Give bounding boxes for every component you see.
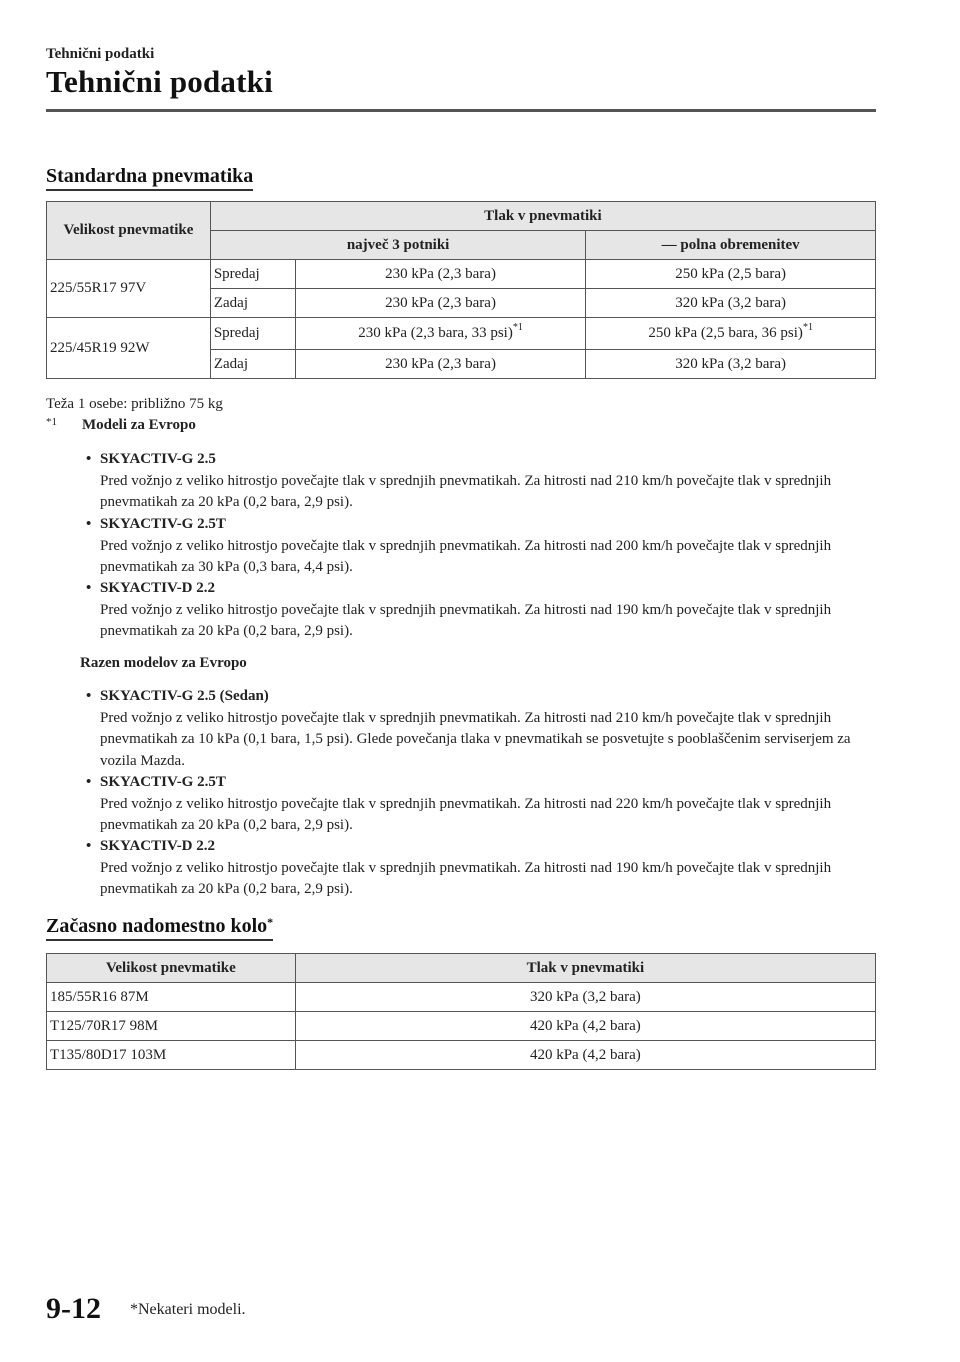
header-full-load: — polna obremenitev bbox=[586, 231, 876, 260]
pressure-value: 250 kPa (2,5 bara, 36 psi) bbox=[648, 325, 803, 341]
pressure-full-cell bbox=[586, 350, 876, 379]
header-tire-size: Velikost pnevmatike bbox=[47, 954, 296, 983]
spare-wheel-table bbox=[46, 953, 876, 1070]
item-title: SKYACTIV-D 2.2 bbox=[100, 838, 216, 854]
non-europe-title: Razen modelov za Evropo bbox=[80, 655, 247, 671]
item-title: SKYACTIV-D 2.2 bbox=[100, 580, 216, 596]
pressure-full-cell bbox=[586, 318, 876, 350]
pressure-full-cell bbox=[586, 260, 876, 289]
pressure-cell: 320 kPa (3,2 bara) bbox=[295, 983, 875, 1012]
section-title-text: Standardna pnevmatika bbox=[46, 165, 254, 187]
position-cell: Spredaj bbox=[210, 318, 295, 350]
bullet-icon: • bbox=[86, 774, 92, 790]
item-text: Pred vožnjo z veliko hitrostjo povečajte tlak v sprednjih pnevmatikah. Za hitrosti nad 190 km/h povečajte tlak v sprednjih pnevmatikah za 20 kPa (0,2 bara, 2,9 psi). bbox=[100, 859, 832, 897]
footnote-ref: *1 bbox=[802, 322, 813, 333]
footer-note: *Nekateri modeli. bbox=[130, 1301, 246, 1318]
list-item bbox=[86, 514, 876, 579]
position-cell: Zadaj bbox=[210, 289, 295, 318]
item-title: SKYACTIV-G 2.5 bbox=[100, 451, 216, 467]
position-cell: Spredaj bbox=[210, 260, 295, 289]
section-title-text: Začasno nadomestno kolo bbox=[46, 915, 268, 937]
table-row bbox=[47, 260, 876, 289]
pressure-value: 230 kPa (2,3 bara, 33 psi) bbox=[358, 325, 513, 341]
pressure-max3-cell bbox=[295, 318, 586, 350]
item-text: Pred vožnjo z veliko hitrostjo povečajte tlak v sprednjih pnevmatikah. Za hitrosti nad 190 km/h povečajte tlak v sprednjih pnevmatikah za 20 kPa (0,2 bara, 2,9 psi). bbox=[100, 601, 832, 639]
bullet-icon: • bbox=[86, 688, 92, 704]
pressure-max3-cell bbox=[295, 289, 586, 318]
pressure-value: 320 kPa (3,2 bara) bbox=[675, 355, 787, 372]
footnote-1 bbox=[46, 415, 196, 436]
header-max-3-passengers: največ 3 potniki bbox=[210, 231, 585, 260]
some-models-mark: * bbox=[267, 915, 274, 929]
section-title-spare-wheel bbox=[46, 914, 273, 941]
list-item bbox=[86, 578, 876, 643]
header-tire-pressure: Tlak v pnevmatiki bbox=[295, 954, 875, 983]
pressure-value: 320 kPa (3,2 bara) bbox=[675, 294, 787, 311]
item-title: SKYACTIV-G 2.5 (Sedan) bbox=[100, 688, 269, 704]
tire-size-cell: 225/45R19 92W bbox=[47, 318, 211, 379]
running-header: Tehnični podatki bbox=[46, 46, 155, 62]
table-row bbox=[47, 1041, 876, 1070]
pressure-full-cell bbox=[586, 289, 876, 318]
footnote-ref: *1 bbox=[512, 322, 523, 333]
position-cell: Zadaj bbox=[210, 350, 295, 379]
tire-size-cell: 185/55R16 87M bbox=[47, 983, 296, 1012]
item-text: Pred vožnjo z veliko hitrostjo povečajte tlak v sprednjih pnevmatikah. Za hitrosti nad 200 km/h povečajte tlak v sprednjih pnevmatikah za 30 kPa (0,3 bara, 4,4 psi). bbox=[100, 537, 832, 575]
item-title: SKYACTIV-G 2.5T bbox=[100, 774, 226, 790]
table-header-row bbox=[47, 202, 876, 231]
bullet-icon: • bbox=[86, 580, 92, 596]
weight-note: Teža 1 osebe: približno 75 kg bbox=[46, 396, 223, 412]
item-text: Pred vožnjo z veliko hitrostjo povečajte tlak v sprednjih pnevmatikah. Za hitrosti nad 210 km/h povečajte tlak v sprednjih pnevmatikah za 10 kPa (0,1 bara, 1,5 psi). Glede povečanja tlaka v pnevmatikah se posvetujte s pooblaščenim serviserjem za vozila Mazda. bbox=[100, 709, 851, 769]
table-header-row bbox=[47, 954, 876, 983]
bullet-icon: • bbox=[86, 516, 92, 532]
footnote-mark: *1 bbox=[46, 416, 57, 428]
tire-size-cell: 225/55R17 97V bbox=[47, 260, 211, 318]
pressure-max3-cell bbox=[295, 350, 586, 379]
bullet-icon: • bbox=[86, 451, 92, 467]
header-divider bbox=[46, 109, 876, 112]
header-tire-size: Velikost pnevmatike bbox=[47, 202, 211, 260]
pressure-value: 230 kPa (2,3 bara) bbox=[385, 355, 496, 372]
bullet-icon: • bbox=[86, 838, 92, 854]
pressure-cell: 420 kPa (4,2 bara) bbox=[295, 1041, 875, 1070]
pressure-max3-cell bbox=[295, 260, 586, 289]
table-row bbox=[47, 1012, 876, 1041]
page-number: 9-12 bbox=[46, 1292, 101, 1325]
list-item bbox=[86, 772, 876, 837]
item-title: SKYACTIV-G 2.5T bbox=[100, 516, 226, 532]
pressure-cell: 420 kPa (4,2 bara) bbox=[295, 1012, 875, 1041]
header-tire-pressure: Tlak v pnevmatiki bbox=[210, 202, 875, 231]
list-item bbox=[86, 449, 876, 514]
table-row bbox=[47, 318, 876, 350]
standard-tire-table bbox=[46, 201, 876, 379]
pressure-value: 230 kPa (2,3 bara) bbox=[385, 294, 496, 311]
footnote-title: Modeli za Evropo bbox=[82, 417, 196, 433]
list-item bbox=[86, 686, 876, 772]
section-title-standard-tire bbox=[46, 164, 253, 191]
tire-size-cell: T135/80D17 103M bbox=[47, 1041, 296, 1070]
pressure-value: 230 kPa (2,3 bara) bbox=[385, 265, 496, 282]
pressure-value: 250 kPa (2,5 bara) bbox=[675, 265, 787, 282]
table-row bbox=[47, 983, 876, 1012]
item-text: Pred vožnjo z veliko hitrostjo povečajte tlak v sprednjih pnevmatikah. Za hitrosti nad 210 km/h povečajte tlak v sprednjih pnevmatikah za 20 kPa (0,2 bara, 2,9 psi). bbox=[100, 472, 832, 510]
list-item bbox=[86, 836, 876, 901]
item-text: Pred vožnjo z veliko hitrostjo povečajte tlak v sprednjih pnevmatikah. Za hitrosti nad 220 km/h povečajte tlak v sprednjih pnevmatikah za 20 kPa (0,2 bara, 2,9 psi). bbox=[100, 795, 832, 833]
tire-size-cell: T125/70R17 98M bbox=[47, 1012, 296, 1041]
page-title: Tehnični podatki bbox=[46, 64, 273, 99]
